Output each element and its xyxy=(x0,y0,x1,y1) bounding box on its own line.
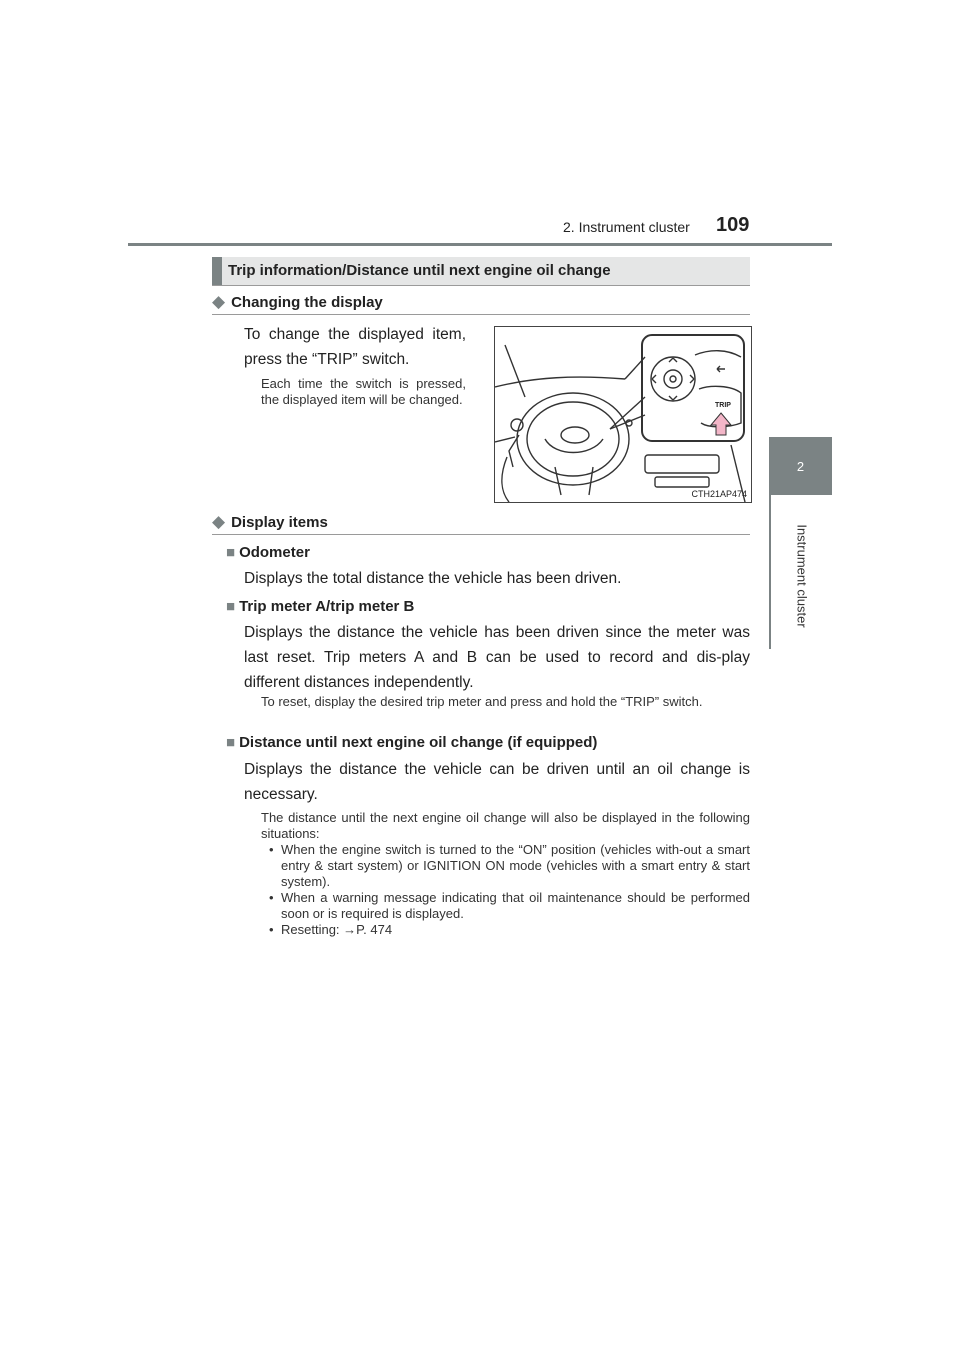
subheading-display-items: ◆ Display items xyxy=(212,512,328,531)
trip-meter-body: Displays the distance the vehicle has been driven since the meter was last reset. Trip meters A and B can be used to record and dis-play different distances independently. xyxy=(244,624,750,691)
oil-change-bullet-list xyxy=(266,842,750,938)
list-item: • When the engine switch is turned to the “ON” position (vehicles with-out a smart entry & start system) or IGNITION ON mode (vehicles with a smart entry & start system). xyxy=(266,842,750,890)
steering-switch-illustration xyxy=(494,326,752,503)
subheading-changing-display: ◆ Changing the display xyxy=(212,292,383,311)
section-heading-accent xyxy=(212,257,222,285)
list-item: • Resetting: →P. 474 xyxy=(266,922,750,938)
oil-change-note: The distance until the next engine oil change will also be displayed in the following situations: xyxy=(261,810,750,841)
item-heading-odometer: ■ Odometer xyxy=(226,544,310,561)
oil-change-body: Displays the distance the vehicle can be driven until an oil change is necessary. xyxy=(244,761,750,803)
trip-meter-note: To reset, display the desired trip meter and press and hold the “TRIP” switch. xyxy=(261,694,703,709)
trip-button-label: TRIP xyxy=(715,402,731,409)
press-arrow-icon xyxy=(711,413,731,435)
diamond-icon: ◆ xyxy=(212,292,226,311)
changing-display-body: To change the displayed item, press the “TRIP” switch. xyxy=(244,326,466,368)
diamond-icon: ◆ xyxy=(212,512,226,531)
square-bullet-icon: ■ xyxy=(226,544,236,561)
section-title: Trip information/Distance until next engine oil change xyxy=(228,262,611,279)
header-rule xyxy=(128,243,832,246)
figure-id: CTH21AP474 xyxy=(691,489,747,499)
item-heading-trip-meter: ■ Trip meter A/trip meter B xyxy=(226,598,415,615)
changing-display-note: Each time the switch is pressed, the displayed item will be changed. xyxy=(261,376,466,407)
subheading-rule xyxy=(212,314,750,315)
square-bullet-icon: ■ xyxy=(226,734,236,751)
chapter-tab-edge xyxy=(769,437,771,649)
list-item: • When a warning message indicating that oil maintenance should be performed soon or is required is displayed. xyxy=(266,890,750,922)
odometer-body: Displays the total distance the vehicle has been driven. xyxy=(244,570,622,587)
chapter-tab-label: Instrument cluster xyxy=(794,524,810,628)
item-heading-oil-change: ■ Distance until next engine oil change (if equipped) xyxy=(226,734,598,751)
chapter-tab-number: 2 xyxy=(769,437,832,495)
page-number: 109 xyxy=(716,214,750,236)
steering-wheel-drawing xyxy=(495,327,751,502)
square-bullet-icon: ■ xyxy=(226,598,236,615)
chapter-title: 2. Instrument cluster xyxy=(563,219,690,235)
subheading-rule xyxy=(212,534,750,535)
